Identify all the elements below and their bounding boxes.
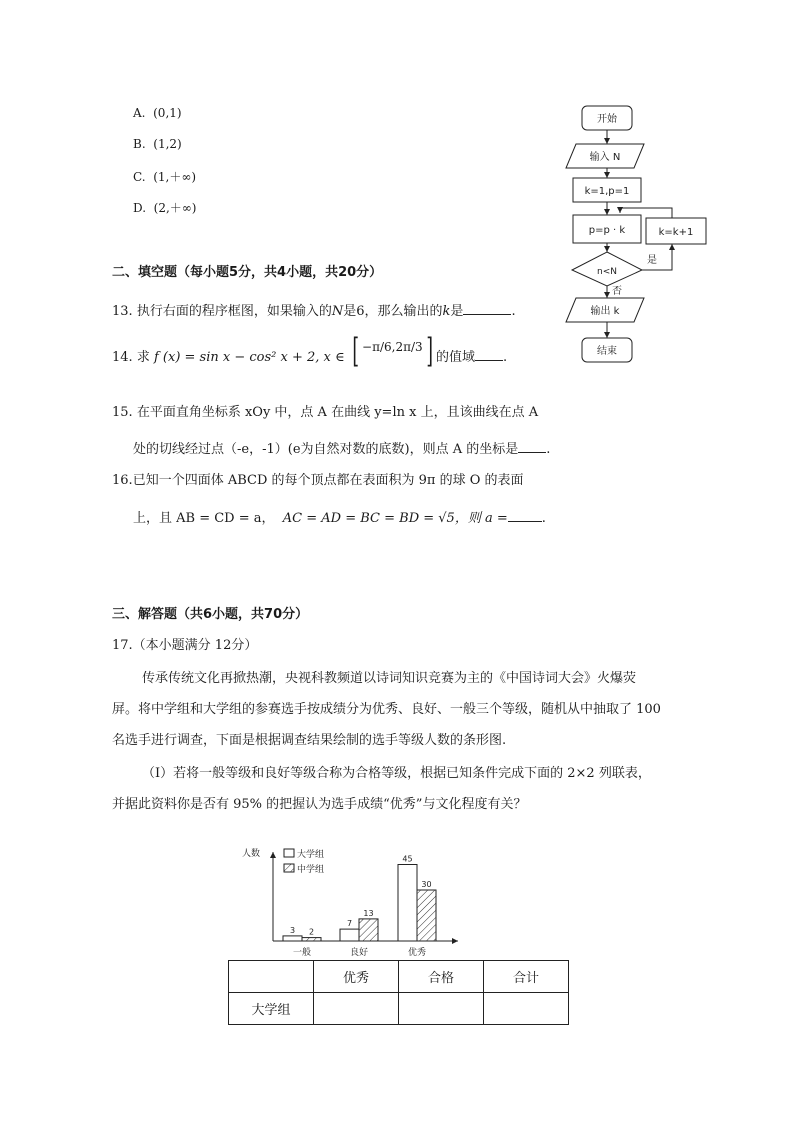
bar-university-1 [283, 936, 302, 941]
table-header-row [229, 961, 569, 993]
option-b: B. (1,2) [133, 137, 182, 151]
question-13: 13. 执行右面的程序框图，如果输入的N是6，那么输出的k是 . [112, 304, 516, 319]
bar-university-2 [340, 929, 359, 941]
legend-label-middle-school: 中学组 [297, 865, 325, 875]
legend-swatch-middle-school [284, 864, 294, 872]
chart-legend [284, 848, 324, 875]
bar-value-label: 30 [421, 880, 432, 889]
flow-update-k-label: k=k+1 [658, 227, 694, 238]
x-tick-label: 一般 [292, 948, 312, 958]
x-tick-label: 优秀 [407, 948, 427, 958]
section-3-title: 三、解答题（共6小题，共70分） [112, 607, 309, 622]
legend-swatch-university [284, 849, 294, 857]
flow-yes-label: 是 [647, 255, 657, 266]
bar-value-label: 7 [346, 919, 353, 929]
question-16-line-2: 上，且 AB = CD = a， AC = AD = BC = BD = √5，则 a = . [133, 511, 546, 526]
flow-update-p-label: p=p · k [588, 225, 626, 236]
table-row [229, 993, 569, 1025]
table-header-cell [229, 961, 314, 993]
option-d: D. (2,＋∞) [133, 201, 197, 215]
bar-middle-school-2 [359, 919, 378, 941]
flow-no-label: 否 [612, 286, 622, 297]
question-17-paragraph-4: （Ⅰ）若将一般等级和良好等级合称为合格等级，根据已知条件完成下面的 2×2 列联表， [142, 766, 651, 781]
table-cell[interactable] [399, 993, 484, 1025]
bar-middle-school-1 [302, 938, 321, 941]
table-header-cell: 合计 [484, 961, 569, 993]
flow-output-label: 输出 k [590, 306, 620, 317]
bar-middle-school-3 [417, 890, 436, 941]
bar-chart [230, 840, 470, 960]
flow-init-label: k=1,p=1 [584, 186, 630, 197]
question-17-paragraph-1: 传承传统文化再掀热潮，央视科教频道以诗词知识竞赛为主的《中国诗词大会》火爆荧 [142, 671, 637, 686]
question-17-paragraph-3: 名选手进行调查，下面是根据调查结果绘制的选手等级人数的条形图. [112, 733, 507, 748]
bar-value-label: 45 [402, 854, 413, 864]
option-a: A. (0,1) [133, 106, 182, 120]
section-2-title: 二、填空题（每小题5分，共4小题，共20分） [112, 265, 383, 280]
flow-condition-label: n<N [597, 267, 617, 277]
bar-value-label: 2 [308, 927, 315, 937]
legend-label-university: 大学组 [297, 850, 325, 860]
y-axis-label: 人数 [242, 849, 261, 859]
table-cell[interactable] [484, 993, 569, 1025]
question-17-header: 17.（本小题满分 12分） [112, 638, 258, 653]
x-tick-label: 良好 [349, 948, 369, 958]
contingency-table [228, 960, 569, 1025]
flow-start-label: 开始 [597, 114, 617, 125]
question-17-paragraph-2: 屏。将中学组和大学组的参赛选手按成绩分为优秀、良好、一般三个等级，随机从中抽取了 100 [112, 702, 661, 717]
question-15: 15. 在平面直角坐标系 xOy 中，点 A 在曲线 y=ln x 上，且该曲线在点 A [112, 405, 539, 420]
question-16: 16.已知一个四面体 ABCD 的每个顶点都在表面积为 9π 的球 O 的表面 [112, 473, 524, 488]
table-cell: 大学组 [229, 993, 314, 1025]
table-header-cell: 合格 [399, 961, 484, 993]
table-cell[interactable] [314, 993, 399, 1025]
question-17-paragraph-5: 并据此资料你是否有 95% 的把握认为选手成绩“优秀”与文化程度有关？ [112, 797, 527, 812]
bar-university-3 [398, 865, 417, 942]
flowchart [560, 100, 760, 370]
option-c: C. (1,＋∞) [133, 170, 197, 184]
bar-value-label: 13 [363, 908, 374, 918]
table-header-cell: 优秀 [314, 961, 399, 993]
flow-end-label: 结束 [597, 346, 617, 357]
question-15-line-2: 处的切线经过点（-e，-1）(e为自然对数的底数)，则点 A 的坐标是 . [133, 442, 551, 457]
flow-input-label: 输入 N [589, 152, 621, 163]
question-14: 14. 求 f (x) = sin x − cos² x + 2, x ∈ [ −π/6,2π/3] 的值域 . [112, 331, 508, 371]
bar-value-label: 3 [289, 925, 296, 935]
